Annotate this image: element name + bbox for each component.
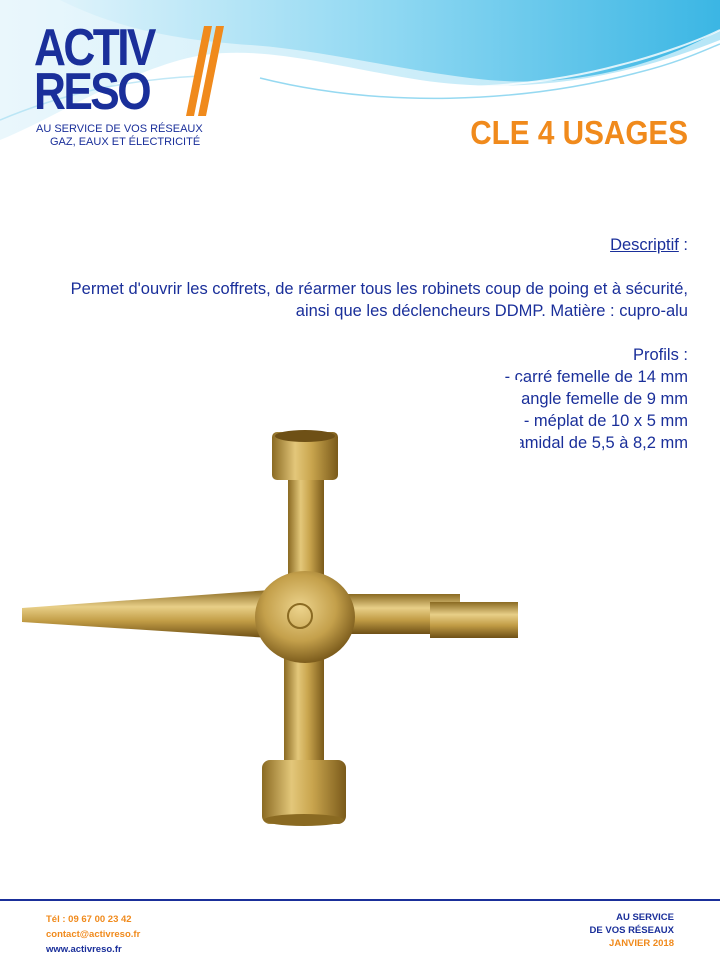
profiles-label: Profils :: [632, 346, 688, 364]
footer-email[interactable]: contact@activreso.fr: [46, 929, 141, 940]
footer-website[interactable]: www.activreso.fr: [46, 944, 122, 955]
brand-logo: [34, 19, 234, 152]
logo-text-activ: ACTIV: [34, 19, 154, 77]
logo-slashes-icon: [184, 24, 224, 124]
description-heading: [48, 234, 688, 256]
description-heading-suffix: :: [678, 236, 688, 254]
footer-contact: [46, 912, 140, 957]
footer-info: [590, 911, 674, 950]
profile-item: - méplat de 10 x 5 mm: [523, 412, 688, 430]
profile-item: - carré femelle de 14 mm: [504, 368, 688, 386]
footer-right-line2: DE VOS RÉSEAUX: [589, 925, 674, 936]
product-photo: [20, 380, 520, 880]
description-text: Permet d'ouvrir les coffrets, de réarmer tous les robinets coup de poing et à sécurité, ainsi que les déclencheurs DDMP. Matière : cupro-alu: [70, 280, 688, 320]
description-heading-label: Descriptif: [610, 236, 679, 254]
page-title: CLE 4 USAGES: [470, 114, 688, 151]
profile-item: - triangle femelle de 9 mm: [497, 390, 688, 408]
footer-date: JANVIER 2018: [609, 938, 674, 949]
profile-item: - carré mâle pyramidal de 5,5 à 8,2 mm: [400, 434, 688, 452]
logo-tagline-2: GAZ, EAUX ET ÉLECTRICITÉ: [50, 136, 201, 148]
footer-divider: [0, 899, 720, 901]
logo-tagline-1: AU SERVICE DE VOS RÉSEAUX: [36, 123, 203, 135]
footer-phone: Tél : 09 67 00 23 42: [46, 914, 132, 925]
footer-right-line1: AU SERVICE: [616, 912, 674, 923]
logo-text-reso: RESO: [34, 63, 150, 121]
